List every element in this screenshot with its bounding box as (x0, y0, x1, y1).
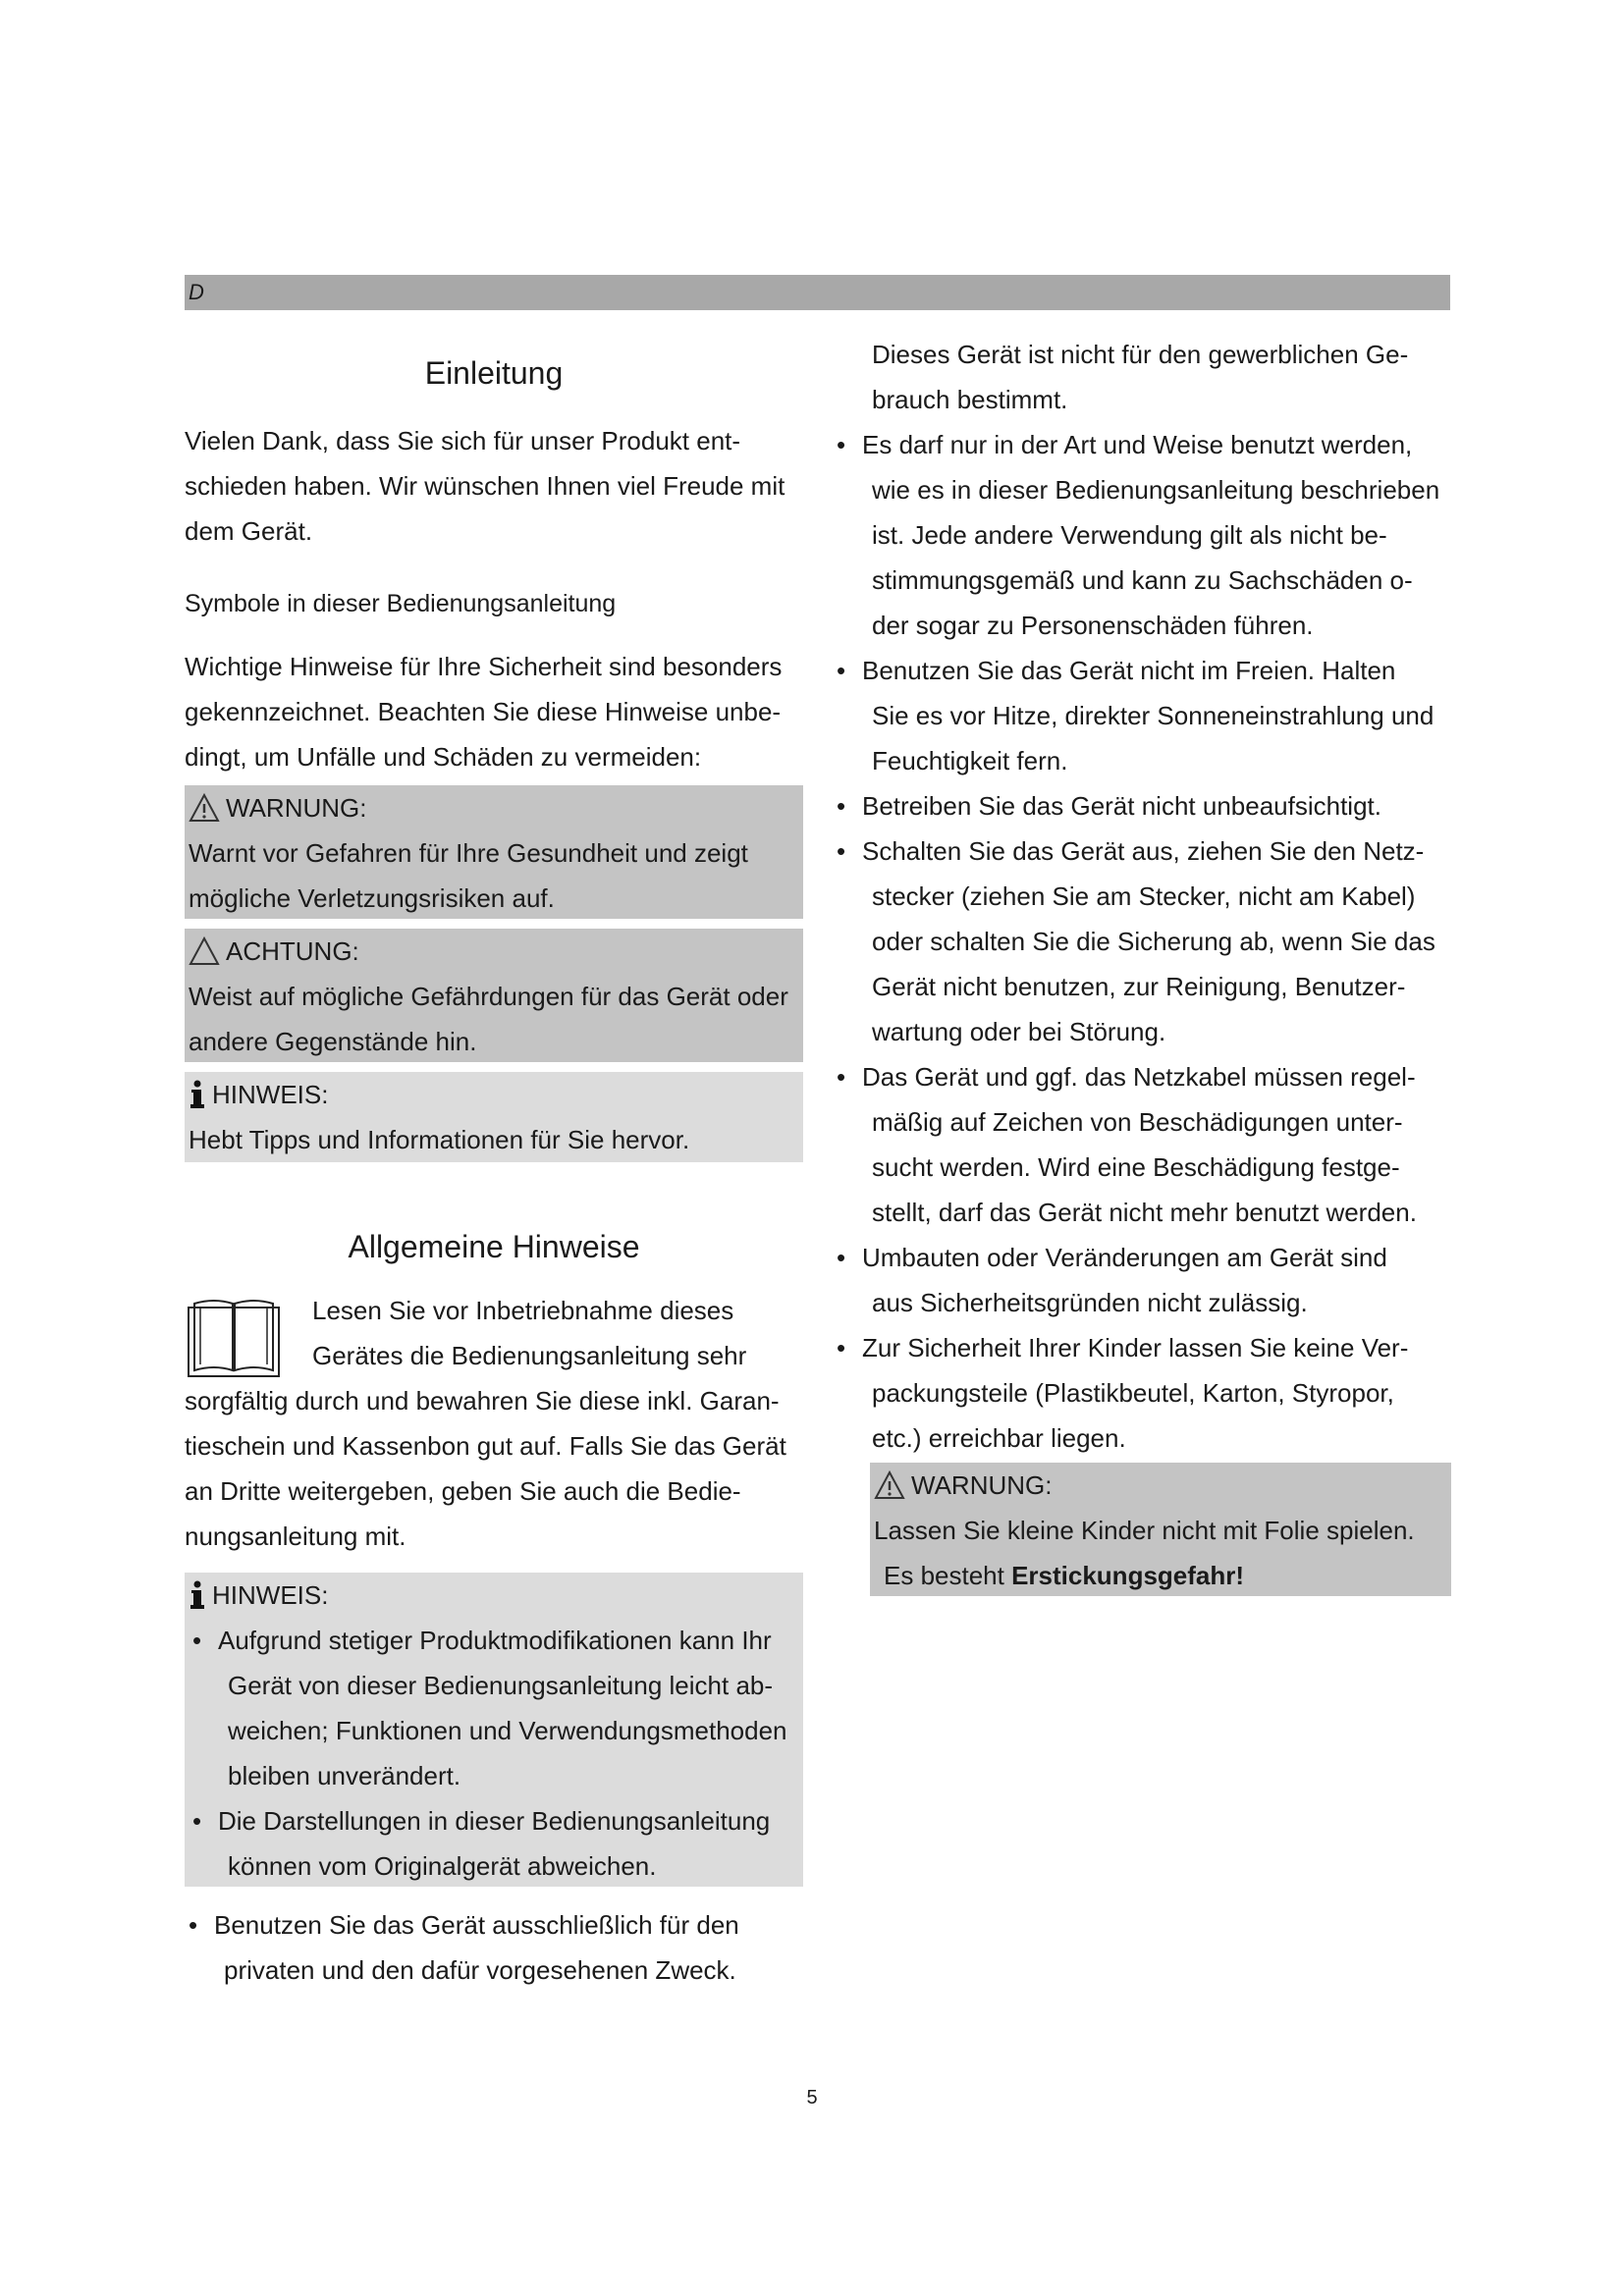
symbols-line: Wichtige Hinweise für Ihre Sicherheit sind besonders (185, 652, 783, 681)
bullet: • (192, 1806, 202, 1836)
bullet: • (837, 791, 846, 821)
list-line: bleiben unverändert. (228, 1761, 461, 1790)
note-line: Hebt Tipps und Informationen für Sie hervor. (189, 1125, 690, 1154)
language-label: D (189, 280, 204, 304)
info-icon (189, 1580, 206, 1610)
list-item (833, 1235, 1451, 1325)
list-line: Gerät nicht benutzen, zur Reinigung, Benutzer- (872, 972, 1406, 1001)
caution-line: andere Gegenstände hin. (189, 1027, 477, 1056)
list-line: Zur Sicherheit Ihrer Kinder lassen Sie keine Ver- (862, 1333, 1409, 1362)
list-line: Aufgrund stetiger Produktmodifikationen kann Ihr (218, 1626, 772, 1655)
caution-box (185, 929, 803, 1062)
list-line: etc.) erreichbar liegen. (872, 1423, 1126, 1453)
list-item (833, 648, 1451, 783)
bullet: • (192, 1626, 202, 1655)
intro-line: schieden haben. Wir wünschen Ihnen viel Freude mit (185, 471, 785, 501)
warning-emphasis: Erstickungsgefahr! (1011, 1561, 1245, 1590)
list-line: stecker (ziehen Sie am Stecker, nicht am Kabel) (872, 881, 1416, 911)
note2-label: HINWEIS: (212, 1580, 329, 1610)
intro-line: dem Gerät. (185, 516, 313, 546)
intro-title: Einleitung (424, 355, 564, 391)
list-line: Benutzen Sie das Gerät nicht im Freien. Halten (862, 656, 1396, 685)
note2-box (185, 1573, 803, 1887)
list-line: privaten und den dafür vorgesehenen Zweck. (224, 1955, 736, 1985)
bullet: • (189, 1910, 198, 1940)
list-line: sucht werden. Wird eine Beschädigung festge- (872, 1152, 1400, 1182)
list-line: ist. Jede andere Verwendung gilt als nicht be- (872, 520, 1387, 550)
general-line: nungsanleitung mit. (185, 1522, 406, 1551)
warning-box (185, 785, 803, 919)
general-title: Allgemeine Hinweise (348, 1229, 640, 1264)
list-item (833, 783, 1451, 828)
list-item (189, 1798, 799, 1889)
warning-line (874, 1553, 1447, 1598)
header-bar (185, 275, 1450, 310)
info-icon (189, 1080, 206, 1109)
list-item (833, 828, 1451, 1054)
list-item (833, 422, 1451, 648)
general-line: tieschein und Kassenbon gut auf. Falls Sie das Gerät (185, 1431, 786, 1461)
list-line: aus Sicherheitsgründen nicht zulässig. (872, 1288, 1308, 1317)
bullet: • (837, 836, 846, 866)
note2-title (189, 1573, 799, 1618)
note-title (189, 1072, 799, 1117)
general-line: an Dritte weitergeben, geben Sie auch die Bedie- (185, 1476, 741, 1506)
list-line: wie es in dieser Bedienungsanleitung beschrieben (872, 475, 1440, 505)
list-line: weichen; Funktionen und Verwendungsmethoden (228, 1716, 787, 1745)
symbols-title: Symbole in dieser Bedienungsanleitung (185, 590, 617, 617)
list-line: Betreiben Sie das Gerät nicht unbeaufsichtigt. (862, 791, 1381, 821)
list-line: Gerät von dieser Bedienungsanleitung leicht ab- (228, 1671, 774, 1700)
list-line: Schalten Sie das Gerät aus, ziehen Sie den Netz- (862, 836, 1425, 866)
symbols-paragraph (185, 644, 803, 779)
note-label: HINWEIS: (212, 1080, 329, 1109)
caution-title (189, 929, 799, 974)
book-line: Gerätes die Bedienungsanleitung sehr (312, 1341, 747, 1370)
list-line: Umbauten oder Veränderungen am Gerät sind (862, 1243, 1387, 1272)
note-box (185, 1072, 803, 1162)
warning-text: Es besteht (884, 1561, 1012, 1590)
warning-triangle-icon (189, 793, 220, 823)
list-line: packungsteile (Plastikbeutel, Karton, Styropor, (872, 1378, 1394, 1408)
warning-title (189, 785, 799, 830)
list-line: stellt, darf das Gerät nicht mehr benutzt werden. (872, 1198, 1417, 1227)
caution-line: Weist auf mögliche Gefährdungen für das Gerät oder (189, 982, 788, 1011)
general-line: sorgfältig durch und bewahren Sie diese inkl. Garan- (185, 1386, 780, 1415)
warning-line: mögliche Verletzungsrisiken auf. (189, 883, 555, 913)
general-paragraph (185, 1378, 803, 1559)
list-item (185, 1902, 803, 1993)
list-line: Sie es vor Hitze, direkter Sonneneinstrahlung und (872, 701, 1435, 730)
list-line: stimmungsgemäß und kann zu Sachschäden o- (872, 565, 1413, 595)
intro-line: Vielen Dank, dass Sie sich für unser Produkt ent- (185, 426, 741, 455)
warning-label: WARNUNG: (911, 1470, 1053, 1500)
warning-label: WARNUNG: (226, 793, 367, 823)
bullet: • (837, 1333, 846, 1362)
list-line: Feuchtigkeit fern. (872, 746, 1068, 775)
list-line: können vom Originalgerät abweichen. (228, 1851, 657, 1881)
list-line: der sogar zu Personenschäden führen. (872, 611, 1314, 640)
continued-paragraph (833, 332, 1451, 422)
list-line: Es darf nur in der Art und Weise benutzt werden, (862, 430, 1413, 459)
continued-line: brauch bestimmt. (872, 385, 1068, 414)
bullet: • (837, 1062, 846, 1092)
bullet: • (837, 1243, 846, 1272)
bullet: • (837, 430, 846, 459)
warning-line: Lassen Sie kleine Kinder nicht mit Folie spielen. (874, 1516, 1415, 1545)
caution-label: ACHTUNG: (226, 936, 359, 966)
bullet: • (837, 656, 846, 685)
list-item (833, 1325, 1451, 1461)
list-item (189, 1618, 799, 1798)
use-list (185, 1902, 803, 1993)
intro-paragraph (185, 418, 803, 554)
book-paragraph (312, 1288, 803, 1378)
symbols-line: gekennzeichnet. Beachten Sie diese Hinweise unbe- (185, 697, 782, 726)
book-line: Lesen Sie vor Inbetriebnahme dieses (312, 1296, 734, 1325)
warning-box-children (870, 1463, 1451, 1596)
warning-triangle-icon (874, 1470, 905, 1500)
list-line: mäßig auf Zeichen von Beschädigungen unter- (872, 1107, 1403, 1137)
list-line: Benutzen Sie das Gerät ausschließlich für den (214, 1910, 739, 1940)
list-line: oder schalten Sie die Sicherung ab, wenn Sie das (872, 927, 1435, 956)
continued-line: Dieses Gerät ist nicht für den gewerblichen Ge- (872, 340, 1409, 369)
list-line: Das Gerät und ggf. das Netzkabel müssen regel- (862, 1062, 1416, 1092)
safety-list (833, 422, 1451, 1461)
page-number: 5 (806, 2087, 818, 2109)
warning-line: Warnt vor Gefahren für Ihre Gesundheit und zeigt (189, 838, 748, 868)
list-item (833, 1054, 1451, 1235)
symbols-line: dingt, um Unfälle und Schäden zu vermeiden: (185, 742, 702, 772)
warning-title (874, 1463, 1447, 1508)
caution-triangle-icon (189, 936, 220, 966)
manual-book-icon (187, 1294, 281, 1378)
list-line: wartung oder bei Störung. (872, 1017, 1166, 1046)
list-line: Die Darstellungen in dieser Bedienungsanleitung (218, 1806, 771, 1836)
